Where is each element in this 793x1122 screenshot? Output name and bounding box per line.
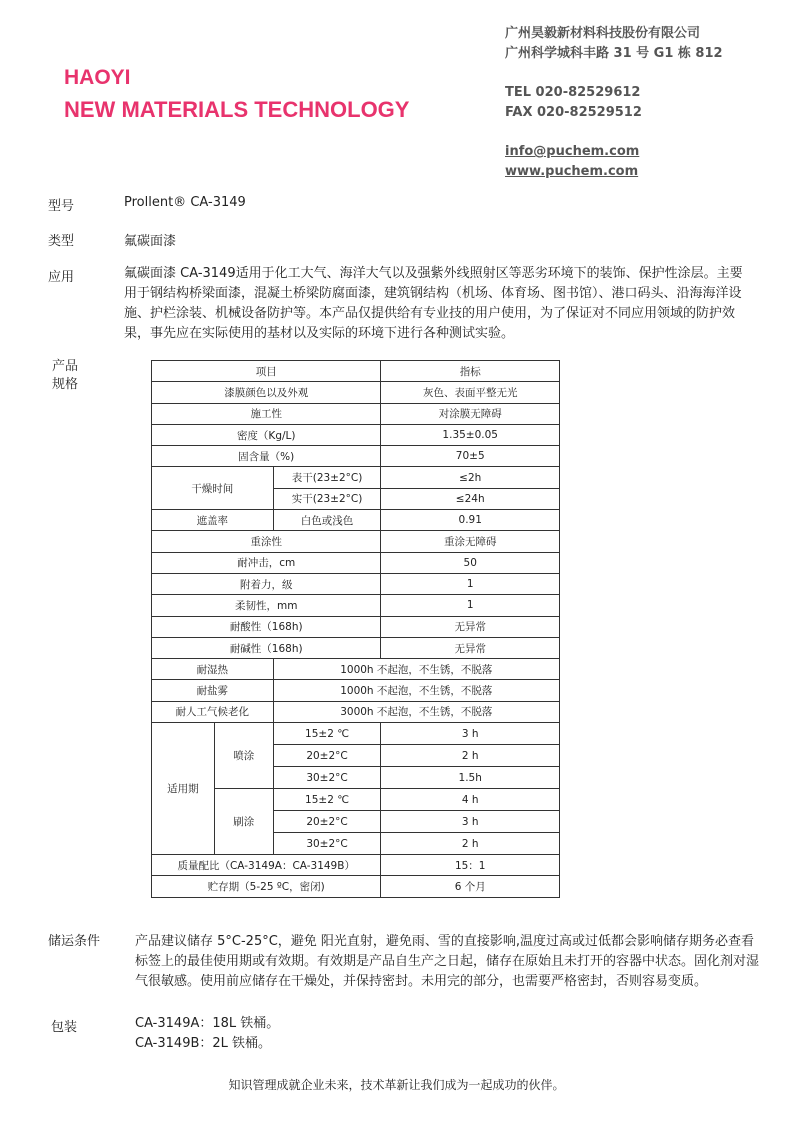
table-row	[152, 659, 560, 680]
row-value: 50	[381, 552, 560, 573]
mix-ratio-item: 质量配比（CA-3149A：CA-3149B）	[152, 855, 381, 876]
table-row	[152, 573, 560, 594]
packaging-line-2: CA-3149B：2L 铁桶。	[135, 1036, 272, 1051]
potlife-temp: 15±2 ℃	[273, 723, 381, 745]
row-item: 耐人工气候老化	[152, 701, 274, 722]
row-value: 1	[381, 573, 560, 594]
type-label: 类型	[48, 234, 75, 249]
row-item: 耐冲击，cm	[152, 552, 381, 573]
row-value: 70±5	[381, 446, 560, 467]
dry-value: ≤24h	[381, 488, 560, 509]
brand-logo-text	[64, 64, 409, 126]
potlife-temp: 30±2°C	[273, 767, 381, 789]
table-row	[152, 446, 560, 467]
model-label: 型号	[48, 199, 75, 214]
dry-cond: 实干(23±2°C)	[273, 488, 381, 509]
dry-time-label: 干燥时间	[152, 467, 274, 510]
table-row	[152, 616, 560, 637]
hiding-label: 遮盖率	[152, 510, 274, 531]
row-value: 重涂无障碍	[381, 531, 560, 552]
dry-value: ≤2h	[381, 467, 560, 488]
spec-label-line2: 规格	[52, 377, 79, 392]
row-item: 耐碱性（168h)	[152, 637, 381, 658]
row-item: 漆膜颜色以及外观	[152, 382, 381, 403]
potlife-value: 3 h	[381, 723, 560, 745]
brand-line-1: HAOYI	[64, 66, 131, 89]
application-label: 应用	[48, 270, 75, 285]
row-value: 灰色、表面平整无光	[381, 382, 560, 403]
footer-slogan: 知识管理成就企业未来，技术革新让我们成为一起成功的伙伴。	[228, 1078, 565, 1092]
spec-table	[151, 360, 560, 898]
brush-label: 刷涂	[214, 789, 273, 855]
table-row	[152, 723, 560, 745]
row-item: 密度（Kg/L)	[152, 424, 381, 445]
potlife-value: 3 h	[381, 811, 560, 833]
storage-label: 储运条件	[48, 934, 101, 949]
mix-ratio-value: 15：1	[381, 855, 560, 876]
packaging-text	[135, 1014, 765, 1054]
email-link[interactable]: info@puchem.com	[505, 144, 640, 159]
potlife-value: 2 h	[381, 833, 560, 855]
table-row	[152, 876, 560, 897]
table-row	[152, 510, 560, 531]
header-value: 指标	[381, 361, 560, 382]
tel: TEL 020-82529612	[505, 85, 641, 100]
row-value: 无异常	[381, 616, 560, 637]
table-row	[152, 424, 560, 445]
hiding-cond: 白色或浅色	[273, 510, 381, 531]
row-item: 耐湿热	[152, 659, 274, 680]
company-address: 广州科学城科丰路 31 号 G1 栋 812	[505, 46, 723, 61]
brand-line-2: NEW MATERIALS TECHNOLOGY	[64, 97, 410, 122]
table-row	[152, 403, 560, 424]
potlife-temp: 15±2 ℃	[273, 789, 381, 811]
row-value: 1	[381, 595, 560, 616]
table-row	[152, 855, 560, 876]
row-value: 对涂膜无障碍	[381, 403, 560, 424]
storage-text: 产品建议储存 5°C-25°C，避免 阳光直射，避免雨、雪的直接影响,温度过高或过低都会影响储存期务必查看标签上的最佳使用期或有效期。有效期是产品自生产之日起，储存在原始且未打开的容器中状态。固化剂对湿气很敏感。使用前应储存在干燥处，并保持密封。未用完的部分，也需要严格密封，否则容易变质。	[135, 934, 760, 989]
table-row	[152, 382, 560, 403]
row-item: 附着力，级	[152, 573, 381, 594]
row-item: 耐酸性（168h)	[152, 616, 381, 637]
fax: FAX 020-82529512	[505, 105, 642, 120]
packaging-label: 包装	[51, 1020, 78, 1035]
spec-label-line1: 产品	[52, 359, 79, 374]
row-value: 无异常	[381, 637, 560, 658]
shelf-life-item: 贮存期（5-25 ºC，密闭)	[152, 876, 381, 897]
row-item: 耐盐雾	[152, 680, 274, 701]
potlife-value: 1.5h	[381, 767, 560, 789]
table-row	[152, 680, 560, 701]
table-row	[152, 467, 560, 488]
row-value: 1000h 不起泡，不生锈，不脱落	[273, 680, 559, 701]
table-row	[152, 595, 560, 616]
row-item: 重涂性	[152, 531, 381, 552]
header-item: 项目	[152, 361, 381, 382]
potlife-value: 4 h	[381, 789, 560, 811]
table-row	[152, 701, 560, 722]
company-name: 广州昊毅新材料科技股份有限公司	[505, 26, 701, 41]
potlife-temp: 20±2°C	[273, 745, 381, 767]
row-item: 固含量（%)	[152, 446, 381, 467]
hiding-value: 0.91	[381, 510, 560, 531]
row-item: 柔韧性，mm	[152, 595, 381, 616]
type-value: 氟碳面漆	[124, 234, 177, 249]
potlife-label: 适用期	[152, 723, 215, 855]
table-row	[152, 552, 560, 573]
model-value: Prollent® CA-3149	[124, 195, 246, 210]
dry-cond: 表干(23±2°C)	[273, 467, 381, 488]
table-row	[152, 361, 560, 382]
potlife-temp: 30±2°C	[273, 833, 381, 855]
potlife-value: 2 h	[381, 745, 560, 767]
contact-block	[505, 24, 723, 182]
row-value: 1000h 不起泡，不生锈，不脱落	[273, 659, 559, 680]
website-link[interactable]: www.puchem.com	[505, 164, 639, 179]
potlife-temp: 20±2°C	[273, 811, 381, 833]
application-text: 氟碳面漆 CA-3149适用于化工大气、海洋大气以及强紫外线照射区等恶劣环境下的装饰、保护性涂层。主要用于钢结构桥梁面漆，混凝土桥梁防腐面漆，建筑钢结构（机场、体育场、图书馆）、港口码头、沿海海洋设施、护栏涂装、机械设备防护等。本产品仅提供给有专业技的用户使用，为了保证对不同应用领域的防护效果，事先应在实际使用的基材以及实际的环境下进行各种测试实验。	[124, 266, 743, 341]
table-row	[152, 637, 560, 658]
packaging-line-1: CA-3149A：18L 铁桶。	[135, 1016, 280, 1031]
row-value: 1.35±0.05	[381, 424, 560, 445]
row-value: 3000h 不起泡，不生锈，不脱落	[273, 701, 559, 722]
table-row	[152, 531, 560, 552]
spray-label: 喷涂	[214, 723, 273, 789]
shelf-life-value: 6 个月	[381, 876, 560, 897]
row-item: 施工性	[152, 403, 381, 424]
spec-label	[52, 358, 78, 394]
